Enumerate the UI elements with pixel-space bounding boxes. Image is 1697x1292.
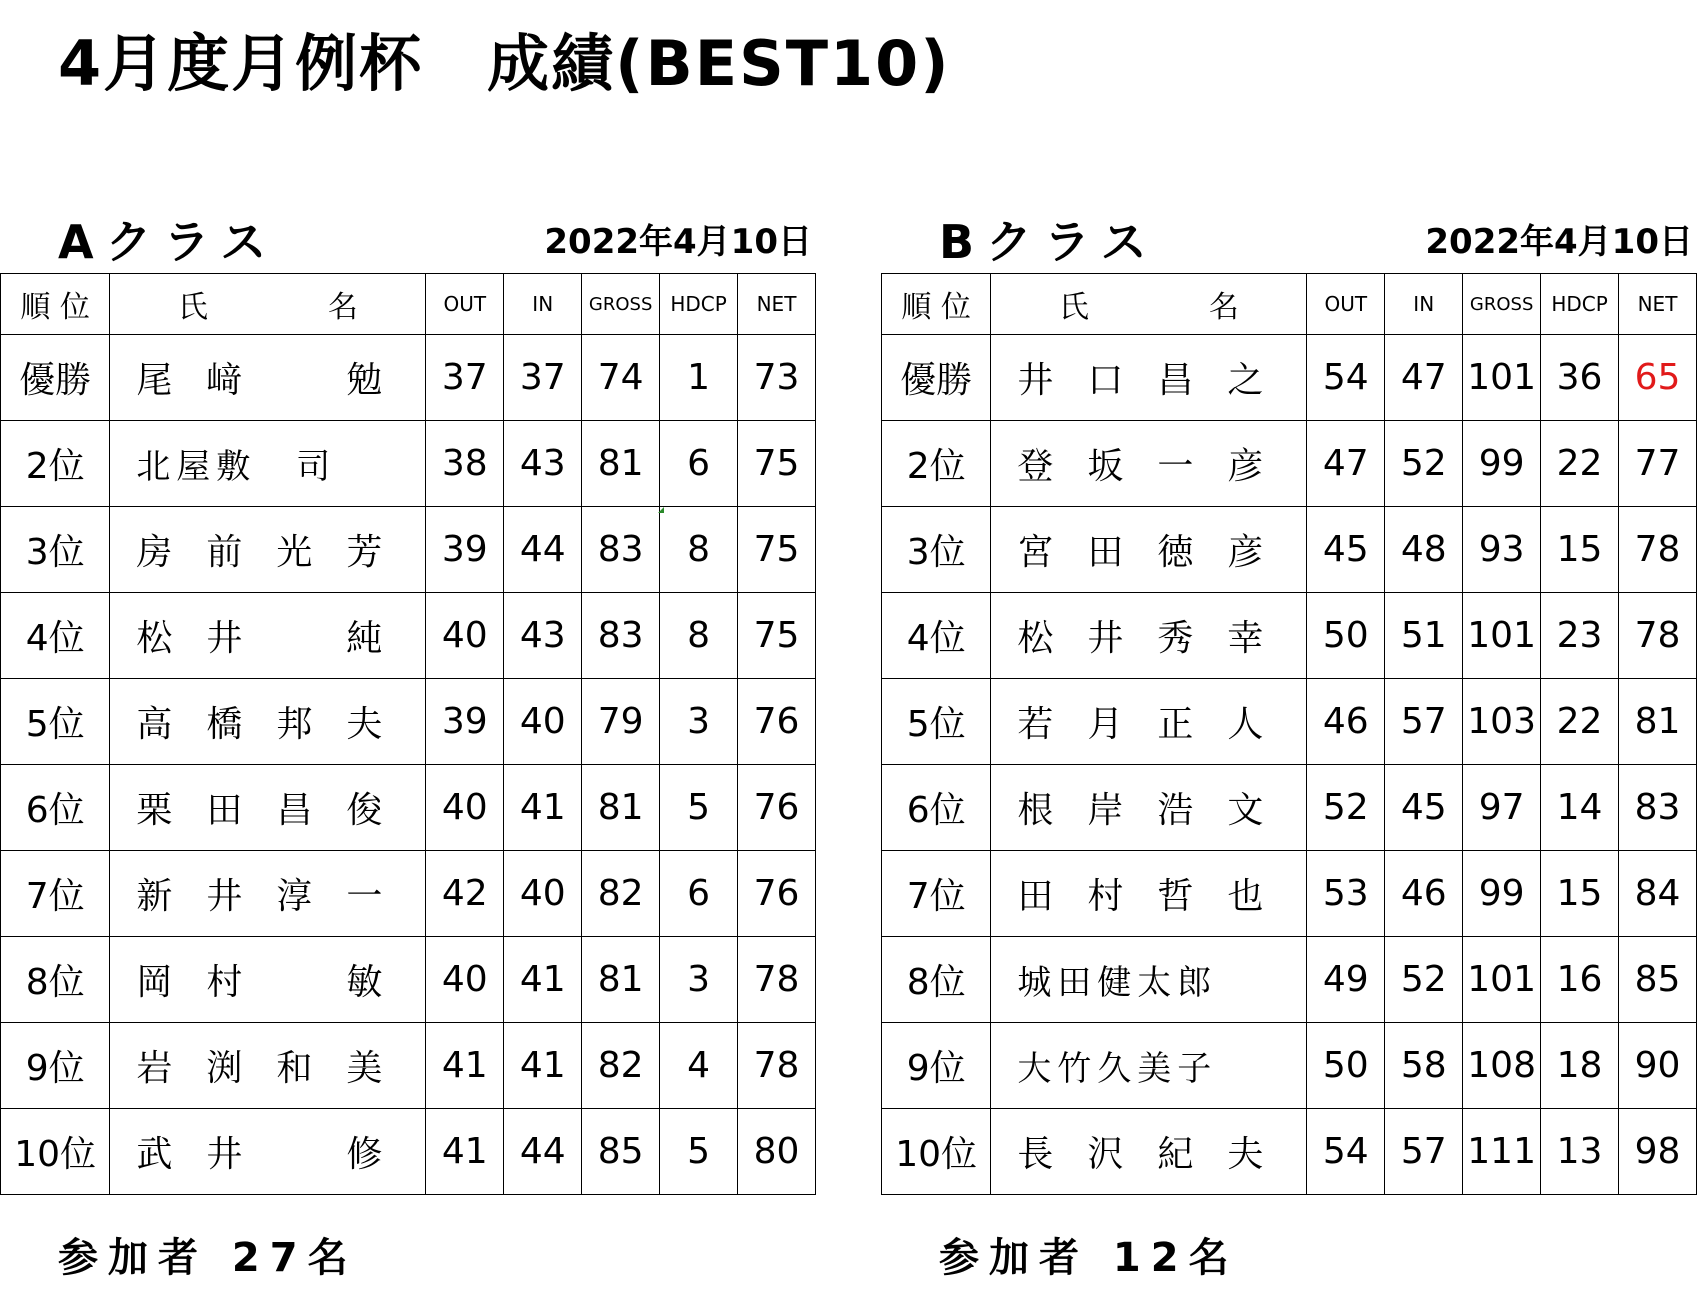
hdcp-cell: 36 xyxy=(1541,335,1619,421)
header-rank: 順 位 xyxy=(1,274,110,335)
hdcp-cell: 1 xyxy=(660,335,738,421)
table-row xyxy=(882,593,1697,679)
out-cell: 39 xyxy=(426,679,504,765)
class-b-results-table xyxy=(881,273,1697,1195)
table-row xyxy=(1,679,816,765)
out-cell: 40 xyxy=(426,765,504,851)
name-cell: 尾﨑 勉 xyxy=(110,335,426,421)
table-row xyxy=(1,335,816,421)
class-a-title: Aクラス xyxy=(58,215,279,269)
rank-cell: 5位 xyxy=(882,679,991,765)
name-cell: 長沢紀夫 xyxy=(991,1109,1307,1195)
in-cell: 48 xyxy=(1385,507,1463,593)
cell-comment-marker xyxy=(658,507,664,513)
name-cell: 房前光芳 xyxy=(110,507,426,593)
header-net: NET xyxy=(738,274,816,335)
header-name-left: 氏 xyxy=(1058,290,1089,325)
out-cell: 50 xyxy=(1307,593,1385,679)
hdcp-cell: 8 xyxy=(660,593,738,679)
in-cell: 52 xyxy=(1385,421,1463,507)
rank-cell: 2位 xyxy=(1,421,110,507)
hdcp-cell: 5 xyxy=(660,765,738,851)
out-cell: 40 xyxy=(426,593,504,679)
gross-cell: 97 xyxy=(1463,765,1541,851)
rank-cell: 6位 xyxy=(882,765,991,851)
class-b-title: Bクラス xyxy=(939,215,1159,269)
in-cell: 47 xyxy=(1385,335,1463,421)
gross-cell: 82 xyxy=(582,851,660,937)
name-cell: 根岸浩文 xyxy=(991,765,1307,851)
hdcp-cell: 8 xyxy=(660,507,738,593)
in-cell: 41 xyxy=(504,765,582,851)
out-cell: 37 xyxy=(426,335,504,421)
class-b-panel xyxy=(881,0,1697,1292)
hdcp-cell: 14 xyxy=(1541,765,1619,851)
out-cell: 42 xyxy=(426,851,504,937)
name-cell: 北屋敷 司 xyxy=(110,421,426,507)
gross-cell: 101 xyxy=(1463,593,1541,679)
rank-cell: 3位 xyxy=(1,507,110,593)
gross-cell: 81 xyxy=(582,937,660,1023)
in-cell: 46 xyxy=(1385,851,1463,937)
net-cell: 78 xyxy=(738,937,816,1023)
hdcp-cell: 3 xyxy=(660,679,738,765)
name-cell: 田村哲也 xyxy=(991,851,1307,937)
name-cell: 大竹久美子 xyxy=(991,1023,1307,1109)
net-cell: 75 xyxy=(738,507,816,593)
out-cell: 46 xyxy=(1307,679,1385,765)
rank-cell: 4位 xyxy=(1,593,110,679)
name-cell: 井口昌之 xyxy=(991,335,1307,421)
net-cell: 78 xyxy=(1619,593,1697,679)
name-cell: 松井秀幸 xyxy=(991,593,1307,679)
table-row xyxy=(1,421,816,507)
in-cell: 41 xyxy=(504,937,582,1023)
class-a-date: 2022年4月10日 xyxy=(544,222,812,262)
gross-cell: 101 xyxy=(1463,937,1541,1023)
hdcp-cell: 23 xyxy=(1541,593,1619,679)
net-cell: 76 xyxy=(738,679,816,765)
out-cell: 45 xyxy=(1307,507,1385,593)
header-hdcp: HDCP xyxy=(1541,274,1619,335)
gross-cell: 82 xyxy=(582,1023,660,1109)
header-name xyxy=(110,274,426,335)
header-name-right: 名 xyxy=(1208,290,1239,325)
out-cell: 41 xyxy=(426,1109,504,1195)
gross-cell: 103 xyxy=(1463,679,1541,765)
hdcp-cell: 6 xyxy=(660,851,738,937)
net-cell: 85 xyxy=(1619,937,1697,1023)
net-cell: 84 xyxy=(1619,851,1697,937)
table-row xyxy=(882,851,1697,937)
out-cell: 50 xyxy=(1307,1023,1385,1109)
in-cell: 41 xyxy=(504,1023,582,1109)
table-row xyxy=(1,937,816,1023)
net-cell: 75 xyxy=(738,593,816,679)
table-row xyxy=(882,335,1697,421)
rank-cell: 6位 xyxy=(1,765,110,851)
net-cell: 76 xyxy=(738,765,816,851)
class-b-rows xyxy=(882,335,1697,1195)
header-gross: GROSS xyxy=(582,274,660,335)
table-row xyxy=(1,1109,816,1195)
out-cell: 47 xyxy=(1307,421,1385,507)
name-cell: 登坂一彦 xyxy=(991,421,1307,507)
header-net: NET xyxy=(1619,274,1697,335)
name-cell: 岩渕和美 xyxy=(110,1023,426,1109)
gross-cell: 85 xyxy=(582,1109,660,1195)
net-cell: 76 xyxy=(738,851,816,937)
class-a-panel xyxy=(0,0,820,1292)
rank-cell: 7位 xyxy=(882,851,991,937)
hdcp-cell: 5 xyxy=(660,1109,738,1195)
gross-cell: 99 xyxy=(1463,421,1541,507)
out-cell: 53 xyxy=(1307,851,1385,937)
net-cell: 83 xyxy=(1619,765,1697,851)
rank-cell: 2位 xyxy=(882,421,991,507)
page-title: 4月度月例杯 成績(BEST10) xyxy=(58,27,951,100)
rank-cell: 9位 xyxy=(882,1023,991,1109)
table-row xyxy=(882,765,1697,851)
name-cell: 宮田徳彦 xyxy=(991,507,1307,593)
table-row xyxy=(1,593,816,679)
rank-cell: 7位 xyxy=(1,851,110,937)
rank-cell: 優勝 xyxy=(882,335,991,421)
gross-cell: 111 xyxy=(1463,1109,1541,1195)
name-cell: 武井 修 xyxy=(110,1109,426,1195)
table-row xyxy=(882,507,1697,593)
rank-cell: 9位 xyxy=(1,1023,110,1109)
hdcp-cell: 4 xyxy=(660,1023,738,1109)
out-cell: 38 xyxy=(426,421,504,507)
table-header-row xyxy=(1,274,816,335)
table-row xyxy=(1,1023,816,1109)
out-cell: 40 xyxy=(426,937,504,1023)
in-cell: 45 xyxy=(1385,765,1463,851)
table-row xyxy=(882,679,1697,765)
in-cell: 43 xyxy=(504,593,582,679)
class-b-participants: 参加者 12名 xyxy=(939,1235,1239,1281)
net-cell: 90 xyxy=(1619,1023,1697,1109)
hdcp-cell: 18 xyxy=(1541,1023,1619,1109)
class-a-results-table xyxy=(0,273,816,1195)
in-cell: 51 xyxy=(1385,593,1463,679)
header-hdcp: HDCP xyxy=(660,274,738,335)
net-cell: 80 xyxy=(738,1109,816,1195)
table-row xyxy=(1,507,816,593)
class-a-rows xyxy=(1,335,816,1195)
net-cell: 78 xyxy=(738,1023,816,1109)
in-cell: 52 xyxy=(1385,937,1463,1023)
rank-cell: 10位 xyxy=(1,1109,110,1195)
hdcp-cell: 22 xyxy=(1541,679,1619,765)
name-cell: 栗田昌俊 xyxy=(110,765,426,851)
out-cell: 54 xyxy=(1307,335,1385,421)
out-cell: 41 xyxy=(426,1023,504,1109)
in-cell: 44 xyxy=(504,507,582,593)
gross-cell: 83 xyxy=(582,593,660,679)
in-cell: 40 xyxy=(504,679,582,765)
rank-cell: 8位 xyxy=(1,937,110,1023)
table-row xyxy=(1,765,816,851)
table-row xyxy=(1,851,816,937)
hdcp-cell: 3 xyxy=(660,937,738,1023)
hdcp-cell: 13 xyxy=(1541,1109,1619,1195)
gross-cell: 81 xyxy=(582,421,660,507)
header-name-left: 氏 xyxy=(177,290,208,325)
rank-cell: 優勝 xyxy=(1,335,110,421)
rank-cell: 10位 xyxy=(882,1109,991,1195)
net-cell: 73 xyxy=(738,335,816,421)
in-cell: 57 xyxy=(1385,679,1463,765)
in-cell: 57 xyxy=(1385,1109,1463,1195)
header-in: IN xyxy=(504,274,582,335)
name-cell: 松井 純 xyxy=(110,593,426,679)
gross-cell: 81 xyxy=(582,765,660,851)
rank-cell: 8位 xyxy=(882,937,991,1023)
header-out: OUT xyxy=(426,274,504,335)
header-name xyxy=(991,274,1307,335)
hdcp-cell: 6 xyxy=(660,421,738,507)
in-cell: 43 xyxy=(504,421,582,507)
net-cell: 78 xyxy=(1619,507,1697,593)
in-cell: 58 xyxy=(1385,1023,1463,1109)
header-gross: GROSS xyxy=(1463,274,1541,335)
gross-cell: 83 xyxy=(582,507,660,593)
net-cell: 77 xyxy=(1619,421,1697,507)
name-cell: 高橋邦夫 xyxy=(110,679,426,765)
gross-cell: 101 xyxy=(1463,335,1541,421)
table-row xyxy=(882,937,1697,1023)
gross-cell: 74 xyxy=(582,335,660,421)
hdcp-cell: 15 xyxy=(1541,851,1619,937)
name-cell: 岡村 敏 xyxy=(110,937,426,1023)
net-cell: 98 xyxy=(1619,1109,1697,1195)
gross-cell: 99 xyxy=(1463,851,1541,937)
name-cell: 若月正人 xyxy=(991,679,1307,765)
gross-cell: 108 xyxy=(1463,1023,1541,1109)
rank-cell: 3位 xyxy=(882,507,991,593)
header-rank: 順 位 xyxy=(882,274,991,335)
out-cell: 49 xyxy=(1307,937,1385,1023)
rank-cell: 5位 xyxy=(1,679,110,765)
name-cell: 城田健太郎 xyxy=(991,937,1307,1023)
header-name-right: 名 xyxy=(327,290,358,325)
out-cell: 54 xyxy=(1307,1109,1385,1195)
in-cell: 40 xyxy=(504,851,582,937)
rank-cell: 4位 xyxy=(882,593,991,679)
header-in: IN xyxy=(1385,274,1463,335)
name-cell: 新井淳一 xyxy=(110,851,426,937)
net-cell: 81 xyxy=(1619,679,1697,765)
net-cell: 65 xyxy=(1619,335,1697,421)
hdcp-cell: 16 xyxy=(1541,937,1619,1023)
table-row xyxy=(882,421,1697,507)
header-out: OUT xyxy=(1307,274,1385,335)
in-cell: 44 xyxy=(504,1109,582,1195)
class-b-date: 2022年4月10日 xyxy=(1425,222,1693,262)
table-row xyxy=(882,1023,1697,1109)
in-cell: 37 xyxy=(504,335,582,421)
gross-cell: 93 xyxy=(1463,507,1541,593)
table-header-row xyxy=(882,274,1697,335)
gross-cell: 79 xyxy=(582,679,660,765)
out-cell: 52 xyxy=(1307,765,1385,851)
class-a-participants: 参加者 27名 xyxy=(58,1235,358,1281)
table-row xyxy=(882,1109,1697,1195)
hdcp-cell: 15 xyxy=(1541,507,1619,593)
net-cell: 75 xyxy=(738,421,816,507)
hdcp-cell: 22 xyxy=(1541,421,1619,507)
out-cell: 39 xyxy=(426,507,504,593)
